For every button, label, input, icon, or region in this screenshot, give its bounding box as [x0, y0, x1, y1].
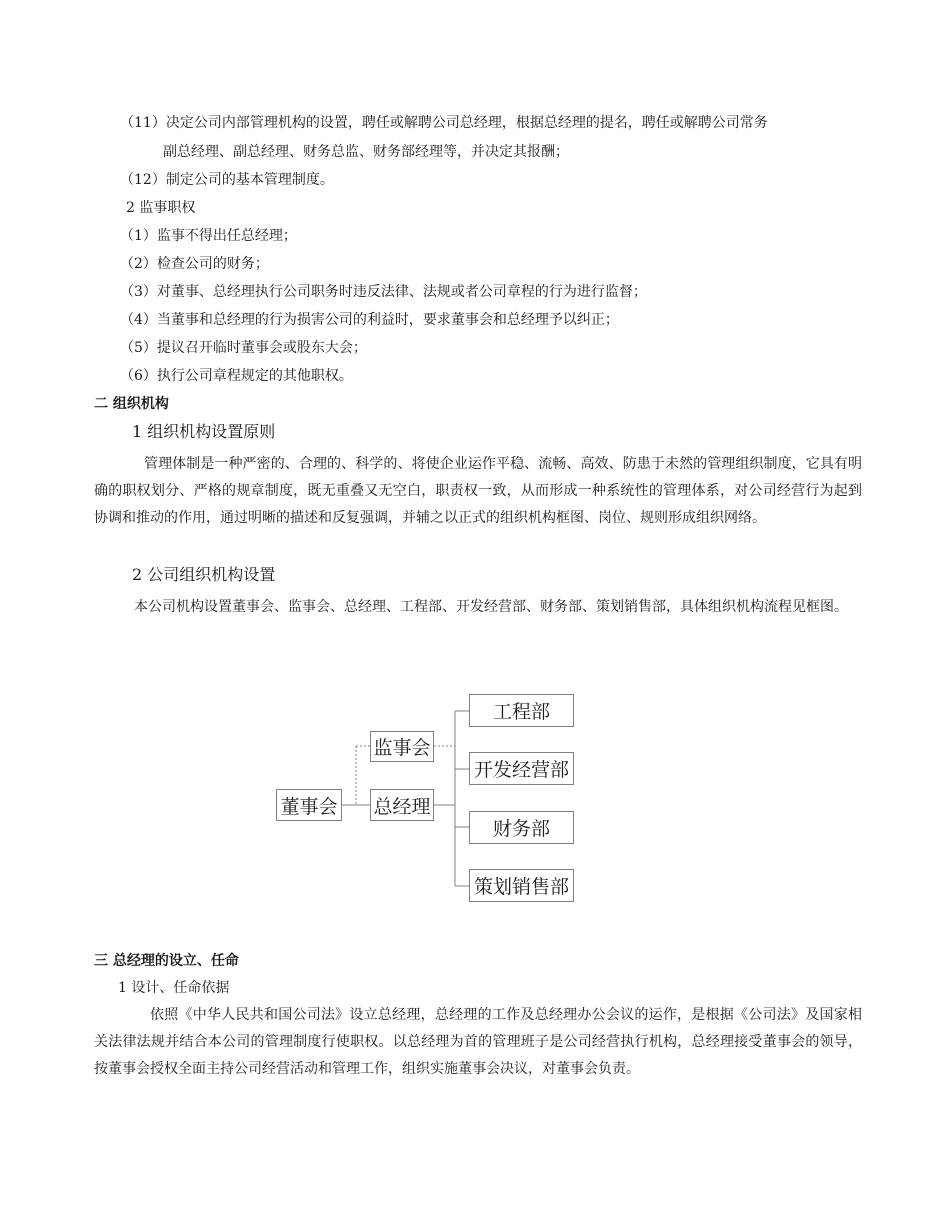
supervisor-item: （5）提议召开临时董事会或股东大会； — [120, 340, 367, 356]
board-box: 董事会 — [276, 789, 342, 821]
section-heading-org: 二 组织机构 — [94, 396, 169, 412]
paragraph-org-setup: 本公司机构设置董事会、监事会、总经理、工程部、开发经营部、财务部、策划销售部，具体组织机构流程见框图。 — [134, 599, 848, 615]
supervisory-box: 监事会 — [370, 731, 434, 762]
supervisor-item: （4）当董事和总经理的行为损害公司的利益时，要求董事会和总经理予以纠正； — [120, 312, 619, 328]
board-power-item-11-cont: 副总经理、副总经理、财务总监、财务部经理等，并决定其报酬； — [163, 144, 569, 160]
paragraph-org-principle: 管理体制是一种严密的、合理的、科学的、将使企业运作平稳、流畅、高效、防患于未然的管理组织制度，它具有明确的职权划分、严格的规章制度，既无重叠又无空白，职责权一致，从而形成一种系统性的管理体系，对公司经营行为起到协调和推动的作用，通过明晰的描述和反复强调，并辅之以正式的组织机构框图、岗位、规则形成组织网络。 — [94, 456, 862, 526]
org-chart — [270, 686, 590, 911]
subheading-gm-basis: 1 设计、任命依据 — [118, 980, 230, 996]
subheading-org-principle: 1 组织机构设置原则 — [132, 422, 276, 441]
dept-box-engineering: 工程部 — [469, 694, 574, 727]
supervisor-item: （1）监事不得出任总经理； — [120, 228, 297, 244]
dept-box-finance: 财务部 — [469, 811, 574, 844]
dept-box-sales: 策划销售部 — [469, 869, 574, 902]
supervisor-item: （3）对董事、总经理执行公司职务时违反法律、法规或者公司章程的行为进行监督； — [120, 284, 647, 300]
board-power-item-11: （11）决定公司内部管理机构的设置，聘任或解聘公司总经理，根据总经理的提名，聘任或解聘公司常务 — [120, 115, 768, 131]
section-heading-gm: 三 总经理的设立、任命 — [94, 953, 239, 969]
paragraph-gm-basis: 依照《中华人民共和国公司法》设立总经理，总经理的工作及总经理办公会议的运作，是根据《公司法》及国家相关法律法规并结合本公司的管理制度行使职权。以总经理为首的管理班子是公司经营执行机构，总经理接受董事会的领导，按董事会授权全面主持公司经营活动和管理工作，组织实施董事会决议，对董事会负责。 — [94, 1007, 862, 1077]
supervisor-heading: 2 监事职权 — [126, 200, 196, 216]
supervisor-item: （2）检查公司的财务； — [120, 256, 269, 272]
board-power-item-12: （12）制定公司的基本管理制度。 — [120, 172, 334, 188]
subheading-org-setup: 2 公司组织机构设置 — [132, 565, 276, 584]
dept-box-development: 开发经营部 — [469, 752, 574, 785]
gm-box: 总经理 — [370, 789, 434, 821]
supervisor-item: （6）执行公司章程规定的其他职权。 — [120, 368, 353, 384]
